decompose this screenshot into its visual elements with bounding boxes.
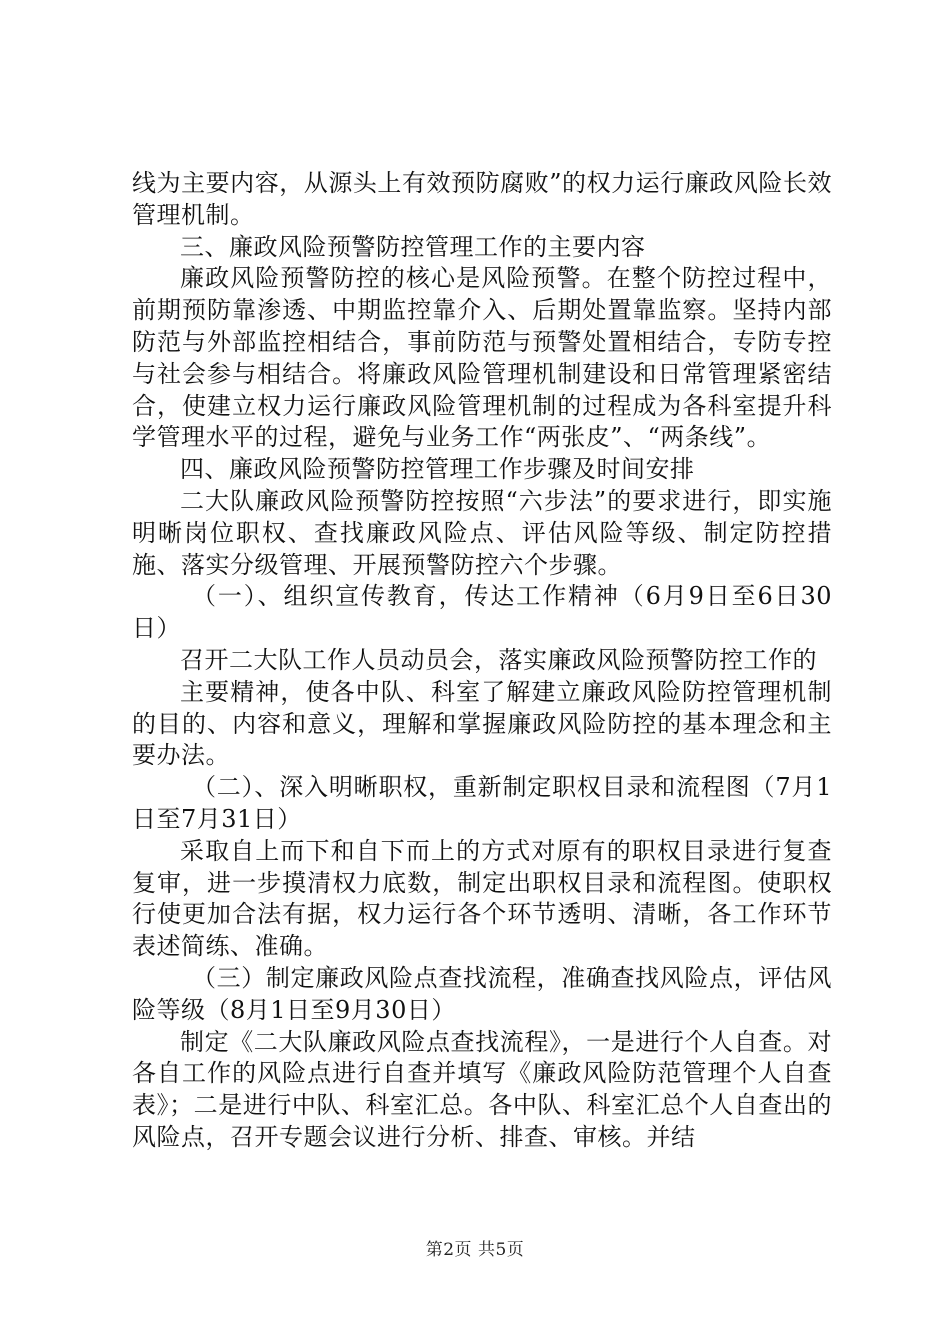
document-body (132, 168, 832, 1154)
section-heading-4: 四、廉政风险预警防控管理工作步骤及时间安排 (180, 455, 695, 484)
paragraph-core-content: 廉政风险预警防控的核心是风险预警。在整个防控过程中，前期预防靠渗透、中期监控靠介入、后期处置靠监察。坚持内部防范与外部监控相结合，事前防范与预警处置相结合，专防专控与社会参与相结合。将廉政风险管理机制建设和日常管理紧密结合，使建立权力运行廉政风险管理机制的过程成为各科室提升科学管理水平的过程，避免与业务工作“两张皮”、“两条线”。 (132, 264, 832, 452)
subheading-step-1: （一）、组织宣传教育，传达工作精神（6月9日至6日30日） (132, 582, 832, 643)
subheading-step-2: （二）、深入明晰职权，重新制定职权目录和流程图（7月1日至7月31日） (132, 773, 832, 833)
paragraph-step-2: 采取自上而下和自下而上的方式对原有的职权目录进行复查复审，进一步摸清权力底数，制定出职权目录和流程图。使职权行使更加合法有据，权力运行各个环节透明、清晰，各工作环节表述简练、准确。 (132, 836, 832, 961)
paragraph-step-1-a: 召开二大队工作人员动员会，落实廉政风险预警防控工作的 (180, 645, 817, 674)
paragraph-six-steps: 二大队廉政风险预警防控按照“六步法”的要求进行，即实施明晰岗位职权、查找廉政风险点、评估风险等级、制定防控措施、落实分级管理、开展预警防控六个步骤。 (132, 486, 832, 579)
paragraph-step-3: 制定《二大队廉政风险点查找流程》，一是进行个人自查。对各自工作的风险点进行自查并填写《廉政风险防范管理个人自查表》；二是进行中队、科室汇总。各中队、科室汇总个人自查出的风险点，召开专题会议进行分析、排查、审核。并结 (132, 1027, 832, 1151)
page-number-footer: 第2页 共5页 (425, 1240, 525, 1260)
paragraph-step-1-b: 主要精神，使各中队、科室了解建立廉政风险防控管理机制的目的、内容和意义，理解和掌握廉政风险防控的基本理念和主要办法。 (132, 677, 832, 770)
paragraph-continuation: 线为主要内容，从源头上有效预防腐败”的权力运行廉政风险长效管理机制。 (132, 169, 832, 229)
section-heading-3: 三、廉政风险预警防控管理工作的主要内容 (180, 232, 646, 261)
subheading-step-3: （三）制定廉政风险点查找流程，准确查找风险点，评估风险等级（8月1日至9月30日） (132, 963, 832, 1024)
